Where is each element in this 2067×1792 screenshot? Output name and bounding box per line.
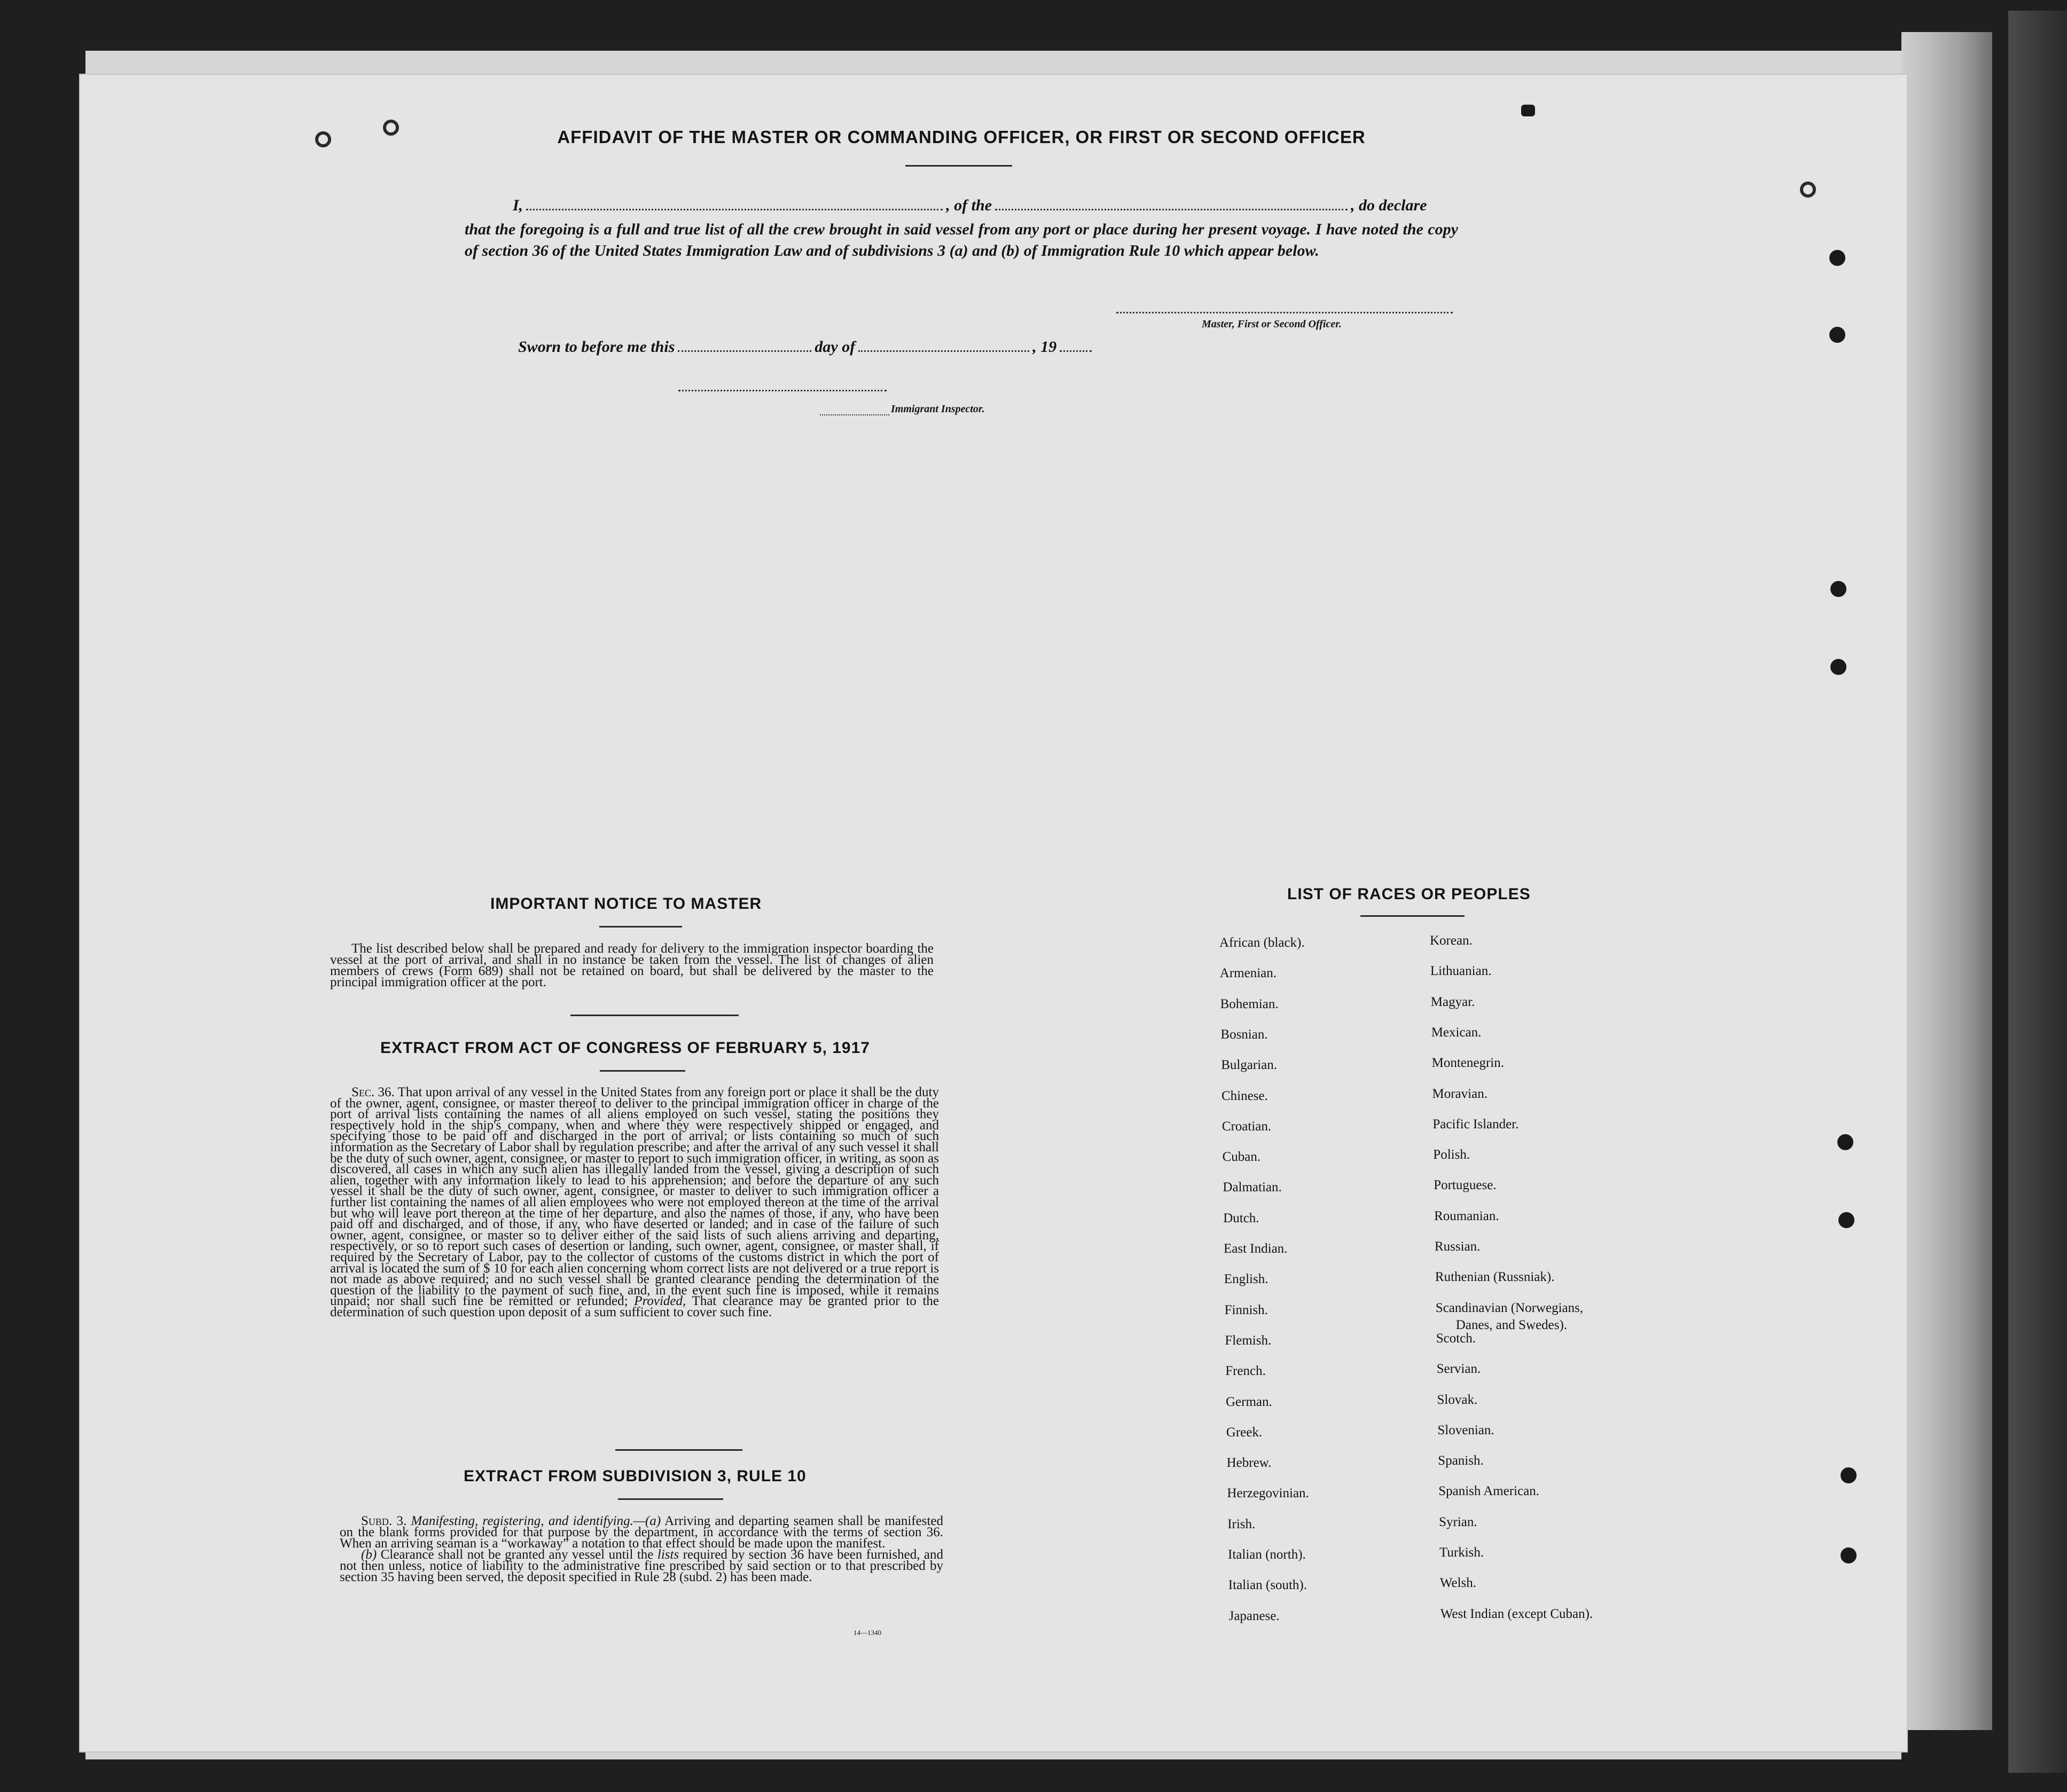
race-item: Moravian.	[1432, 1086, 1487, 1101]
sworn-line	[518, 338, 1095, 356]
declaration-i: I,	[513, 197, 523, 214]
race-item: English.	[1224, 1272, 1269, 1287]
race-item: Pacific Islander.	[1432, 1117, 1519, 1131]
act-extract-title: EXTRACT FROM ACT OF CONGRESS OF FEBRUARY 5, 1917	[380, 1039, 870, 1057]
race-item: Lithuanian.	[1430, 964, 1492, 979]
race-item: Slovak.	[1437, 1392, 1478, 1407]
race-item: Roumanian.	[1434, 1208, 1499, 1223]
notice-text	[330, 943, 934, 988]
punch-hole	[1838, 1212, 1854, 1228]
punch-hole	[1841, 1547, 1857, 1563]
race-item: West Indian (except Cuban).	[1440, 1606, 1593, 1621]
race-item: Servian.	[1436, 1362, 1481, 1377]
rule-part-b-lists: lists	[657, 1547, 679, 1562]
rule-extract-text	[340, 1515, 943, 1583]
rule-part-b-label: (b)	[361, 1547, 377, 1562]
act-proviso-text: That clearance may be granted prior to the determination of such question upon deposit of a sum sufficient to cover such fine.	[330, 1294, 939, 1319]
notice-title-underline	[599, 926, 682, 928]
race-item: Bosnian.	[1220, 1027, 1268, 1042]
race-item: Bohemian.	[1220, 996, 1279, 1011]
race-item: Italian (north).	[1228, 1547, 1306, 1562]
race-item: Slovenian.	[1437, 1422, 1494, 1437]
race-item: Scotch.	[1436, 1331, 1476, 1346]
punch-hole	[1521, 105, 1535, 116]
affidavit-declaration-line	[513, 197, 1427, 215]
race-item: Bulgarian.	[1221, 1058, 1278, 1073]
race-item: Polish.	[1433, 1147, 1470, 1162]
race-item: Spanish American.	[1438, 1484, 1540, 1499]
race-item: Cuban.	[1222, 1150, 1261, 1165]
race-item: Flemish.	[1225, 1333, 1272, 1348]
punch-hole	[1829, 327, 1845, 343]
section-divider	[615, 1449, 742, 1451]
race-item: Italian (south).	[1228, 1578, 1307, 1593]
act-section-label: Sec. 36.	[351, 1085, 395, 1099]
scan-background-edge	[2008, 11, 2067, 1773]
race-item: Irish.	[1227, 1516, 1256, 1531]
signature-blank	[1116, 312, 1453, 313]
name-blank	[526, 209, 943, 210]
rule-part-a-label: —(a)	[633, 1514, 661, 1528]
rule-extract-title: EXTRACT FROM SUBDIVISION 3, RULE 10	[464, 1467, 807, 1485]
race-item: African (black).	[1219, 936, 1305, 950]
signature-caption: Master, First or Second Officer.	[1202, 318, 1342, 330]
punch-hole	[1830, 581, 1846, 597]
race-item: Korean.	[1430, 933, 1473, 948]
act-proviso-label: Provided,	[634, 1294, 686, 1309]
affidavit-title: AFFIDAVIT OF THE MASTER OR COMMANDING OFFICER, OR FIRST OR SECOND OFFICER	[557, 127, 1366, 147]
race-item: Japanese.	[1228, 1608, 1280, 1623]
punch-hole	[1800, 182, 1816, 198]
sworn-year-blank	[1060, 350, 1092, 352]
race-item: Mexican.	[1431, 1025, 1482, 1040]
rule-part-b-text-cont: required by section 36 have been furnished, and not then unless, notice of liability to the administrative fine prescribed by said section or to that prescribed by section 35 having been served, the deposit specified in Rule 28 (subd. 2) has been made.	[340, 1547, 944, 1584]
race-item: Portuguese.	[1434, 1178, 1497, 1193]
inspector-caption: Immigrant Inspector.	[891, 403, 985, 415]
race-item: Magyar.	[1430, 994, 1475, 1009]
punch-hole	[1829, 250, 1845, 266]
notice-text-body: The list described below shall be prepared and ready for delivery to the immigration inspector boarding the vessel at the port of arrival, and shall in no instance be taken from the vessel. The list of changes of alien members of crews (Form 689) shall not be retained on board, but shall be delivered by the master to the principal immigration officer at the port.	[330, 941, 934, 989]
race-item: Syrian.	[1439, 1514, 1477, 1529]
race-item: Russian.	[1435, 1239, 1481, 1254]
declaration-of-the: , of the	[946, 197, 992, 214]
race-item: Finnish.	[1224, 1302, 1268, 1317]
race-item: Hebrew.	[1226, 1456, 1272, 1471]
section-divider	[570, 1015, 739, 1016]
sworn-day-of: day of	[815, 338, 856, 356]
punch-hole	[1841, 1467, 1857, 1483]
race-item: Chinese.	[1222, 1088, 1268, 1103]
races-title: LIST OF RACES OR PEOPLES	[1287, 885, 1531, 903]
race-item: East Indian.	[1224, 1241, 1288, 1256]
declaration-do-declare: , do declare	[1351, 197, 1427, 214]
race-item: Danes, and Swedes).	[1455, 1317, 1568, 1332]
race-item: Spanish.	[1438, 1453, 1484, 1468]
rule-part-b-text: Clearance shall not be granted any vessel until the	[380, 1547, 654, 1562]
form-number: 14—1340	[854, 1629, 881, 1637]
race-item: Scandinavian (Norwegians,	[1435, 1300, 1584, 1315]
sworn-day-blank	[678, 350, 811, 352]
rule-title-underline	[618, 1498, 723, 1500]
vessel-blank	[995, 209, 1348, 210]
race-item: Welsh.	[1439, 1576, 1477, 1591]
race-item: Armenian.	[1219, 966, 1277, 981]
notice-title: IMPORTANT NOTICE TO MASTER	[490, 895, 762, 913]
race-item: Ruthenian (Russniak).	[1435, 1270, 1555, 1285]
sworn-text: Sworn to before me this	[518, 338, 675, 356]
act-extract-text	[330, 1087, 939, 1318]
races-title-underline	[1360, 915, 1465, 917]
act-section-text: That upon arrival of any vessel in the United States from any foreign port or place it shall be the duty of the owner, agent, consignee, or master thereof to deliver to the principal immigration officer in charge of the port of arrival lists containing the names of all aliens employed on such vessel, stating the positions they respectively hold in the ship's company, when and where they were respectively shipped or engaged, and specifying those to be paid off and discharged in the port of arrival; or lists containing so much of such information as the Secretary of Labor shall by regulation prescribe; and after the arrival of any such vessel it shall be the duty of such owner, agent, consignee, or master to report to such immigration officer, in writing, as soon as discovered, all cases in which any such alien has illegally landed from the vessel, giving a description of such alien, together with any information likely to lead to his apprehension; and before the departure of any such vessel it shall be the duty of such owner, agent, consignee, or master to deliver to such immigration officer a further list containing the names of all alien employees who were not employed thereon at the time of the arrival but who will leave port thereon at the time of her departure, and also the names of those, if any, who have been paid off and discharged, and of those, if any, who have deserted or landed; and in case of the failure of such owner, agent, consignee, or master so to deliver either of the said lists of such aliens arriving and departing, respectively, or so to report such cases of desertion or landing, such owner, agent, consignee, or master shall, if required by the Secretary of Labor, pay to the collector of customs of the customs district in which the port of arrival is located the sum of $ 10 for each alien concerning whom correct lists are not delivered or a true report is not made as above required; and no such vessel shall be granted clearance pending the determination of the question of the liability to the payment of such fine, and, in the event such fine is imposed, while it remains unpaid; nor shall such fine be remitted or refunded;	[330, 1085, 939, 1309]
rule-subd-label: Subd. 3.	[361, 1514, 407, 1528]
inspector-signature-blank	[678, 390, 887, 391]
inspector-caption-leader	[820, 414, 889, 415]
rule-heading: Manifesting, registering, and identifying.	[411, 1514, 633, 1528]
race-item: Turkish.	[1439, 1545, 1484, 1560]
race-item: Greek.	[1226, 1425, 1263, 1440]
race-item: Dutch.	[1223, 1211, 1259, 1225]
race-item: Herzegovinian.	[1227, 1486, 1309, 1501]
race-item: Croatian.	[1222, 1119, 1272, 1134]
race-item: German.	[1226, 1394, 1272, 1409]
act-title-underline	[600, 1070, 685, 1072]
title-underline	[905, 165, 1012, 167]
race-item: Montenegrin.	[1431, 1056, 1504, 1071]
race-item: Dalmatian.	[1223, 1180, 1282, 1195]
punch-hole	[1837, 1134, 1853, 1150]
stacked-pages-edge	[1901, 32, 1992, 1730]
punch-hole	[1830, 659, 1846, 675]
sworn-year: , 19	[1032, 338, 1057, 356]
manifest-page	[80, 75, 1907, 1751]
rule-part-a-text: Arriving and departing seamen shall be manifested on the blank forms provided for that purpose by the department, in accordance with the terms of section 36. When an arriving seaman is a “workaway” a notation to that effect should be made upon the manifest.	[340, 1514, 943, 1551]
race-item: French.	[1225, 1364, 1266, 1379]
affidavit-body: that the foregoing is a full and true list of all the crew brought in said vessel from any port or place during her present voyage. I have noted the copy of section 36 of the United States Immigration Law and of subdivisions 3 (a) and (b) of Immigration Rule 10 which appear below.	[465, 221, 1458, 260]
sworn-month-blank	[858, 350, 1029, 352]
